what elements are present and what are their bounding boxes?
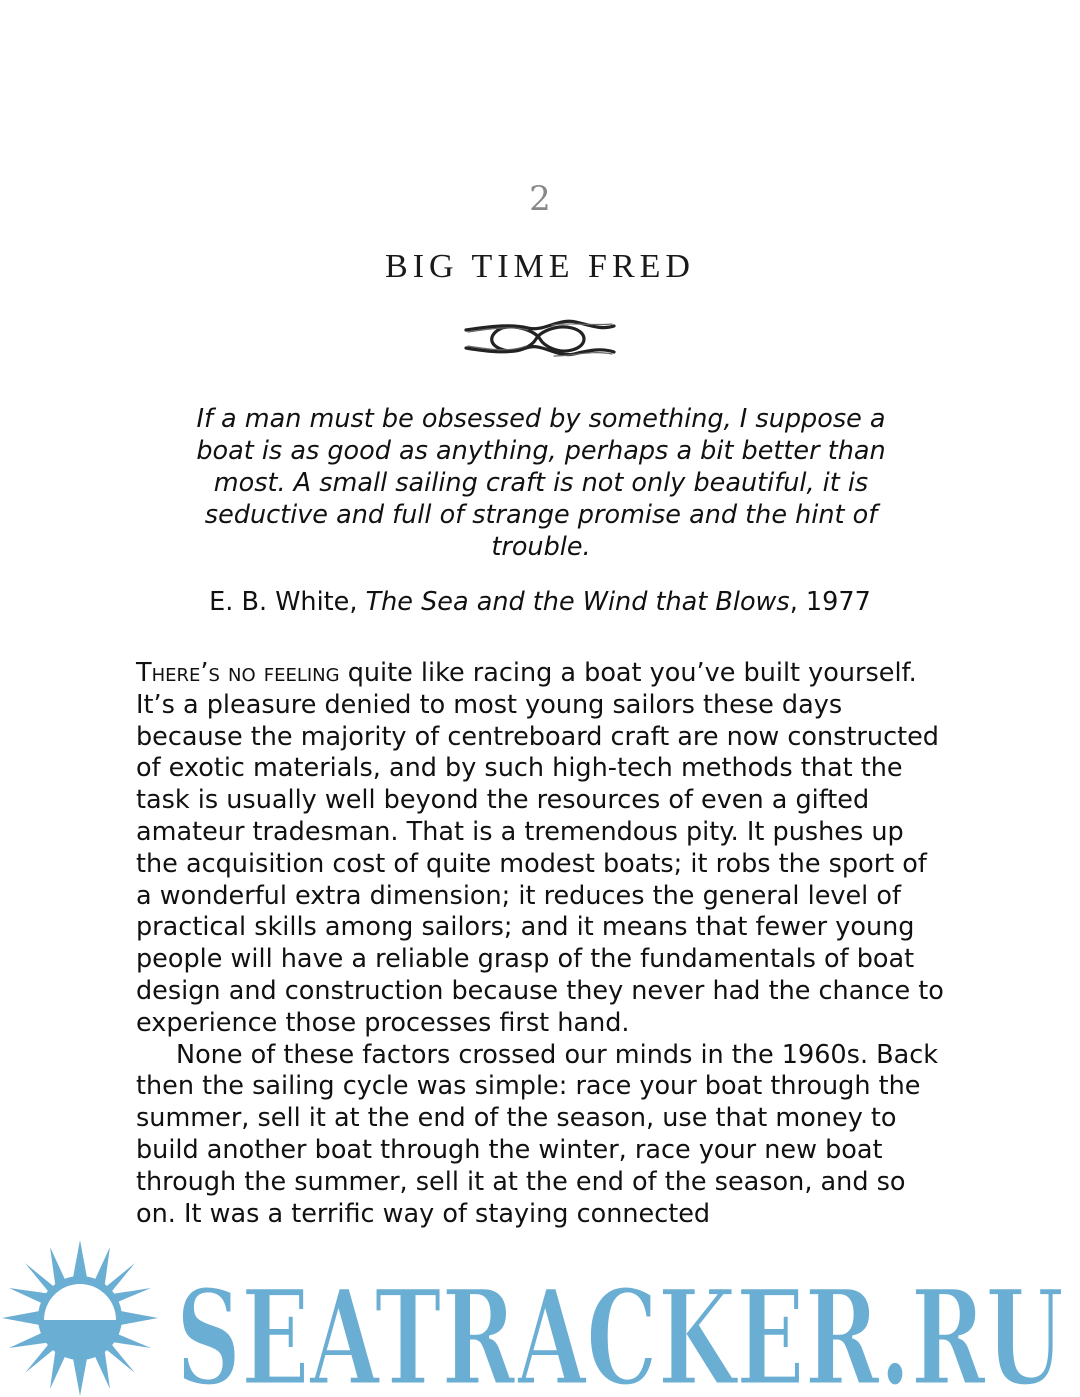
body-paragraph xyxy=(136,658,946,1040)
chapter-number: 2 xyxy=(529,179,551,219)
epigraph-quote: If a man must be obsessed by something, I suppose a boat is as good as anything, perhaps a bit better than most. A small sailing craft is not only beautiful, it is seductive and full of strange promise and the hint of trouble. xyxy=(196,404,886,562)
watermark-text: SEATRACKER.RU xyxy=(176,1261,1064,1397)
watermark xyxy=(0,1238,1080,1397)
epigraph-author: E. B. White, xyxy=(209,587,366,617)
sun-icon xyxy=(2,1240,158,1396)
epigraph-attribution xyxy=(120,586,960,618)
chapter-title: BIG TIME FRED xyxy=(385,248,695,285)
reef-knot-icon xyxy=(462,312,618,366)
epigraph-work-title: The Sea and the Wind that Blows xyxy=(365,587,790,617)
epigraph-year: , 1977 xyxy=(789,587,871,617)
chapter-body xyxy=(136,658,946,1230)
paragraph-text: quite like racing a boat you’ve built yourself. It’s a pleasure denied to most young sailors these days because the majority of centreboard craft are now constructed of exotic materials, and by such high-tech methods that the task is usually well beyond the resources of even a gifted amateur tradesman. That is a tremendous pity. It pushes up the acquisition cost of quite modest boats; it robs the sport of a wonderful extra dimension; it reduces the general level of practical skills among sailors; and it means that fewer young people will have a reliable grasp of the fundamentals of boat design and construction because they never had the chance to experience those processes first hand. xyxy=(136,658,944,1038)
opening-words: There’s no feeling xyxy=(136,658,340,688)
body-paragraph: None of these factors crossed our minds in the 1960s. Back then the sailing cycle was simple: race your boat through the summer, sell it at the end of the season, use that money to build another boat through the winter, race your new boat through the summer, sell it at the end of the season, and so on. It was a terrific way of staying connected xyxy=(136,1039,939,1229)
